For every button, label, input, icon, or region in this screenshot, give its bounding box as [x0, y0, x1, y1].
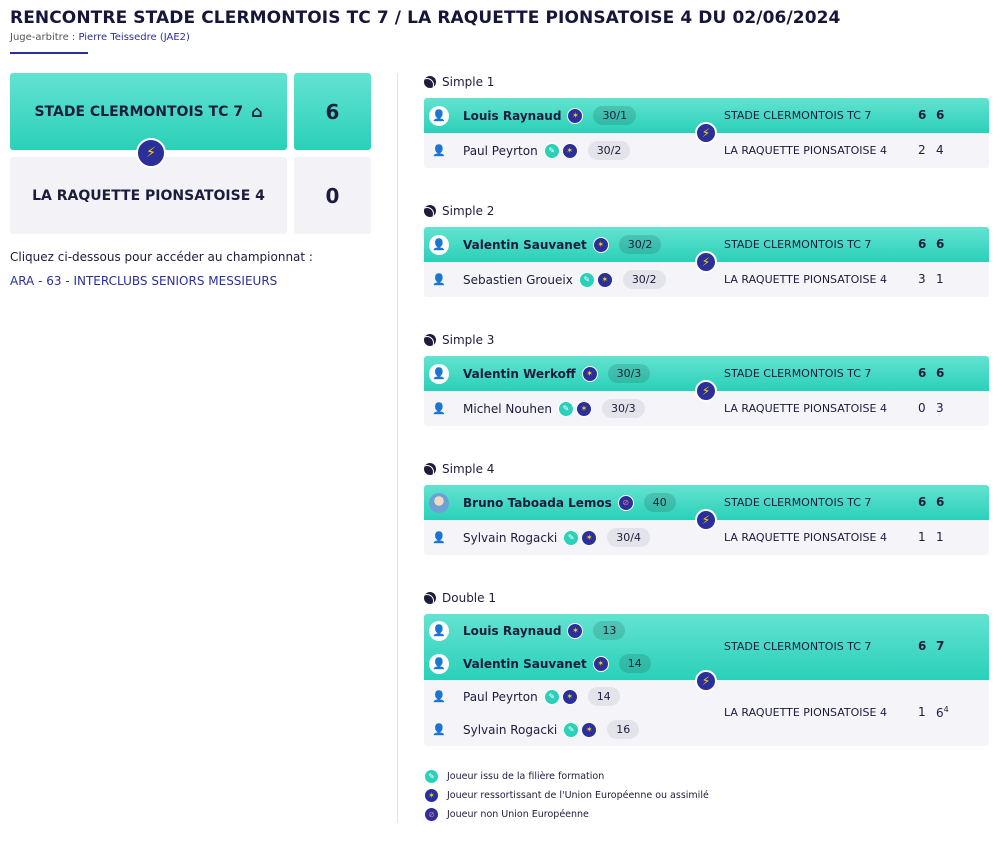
column-divider: [397, 73, 398, 823]
tennis-ball-icon: [424, 76, 436, 88]
away-team-name: LA RAQUETTE PIONSATOISE 4: [32, 187, 265, 204]
non-eu-icon: ⊘: [424, 807, 439, 822]
legend-item: [424, 786, 709, 805]
match-block: [424, 589, 989, 746]
player-row[interactable]: [424, 614, 724, 647]
team-name: STADE CLERMONTOIS TC 7: [724, 640, 872, 653]
player-name[interactable]: Valentin Werkoff: [463, 366, 576, 381]
player-row[interactable]: [424, 98, 724, 133]
player-ranking: 30/2: [588, 141, 631, 160]
player-ranking: 30/2: [623, 270, 666, 289]
page-header: [10, 8, 990, 43]
set-scores: [918, 401, 954, 415]
tiebreak-score: 4: [943, 705, 949, 714]
away-score: 0: [294, 157, 371, 234]
user-avatar-icon: 👤: [429, 106, 449, 126]
match-title-text: Simple 1: [442, 75, 495, 89]
match-title-text: Simple 2: [442, 204, 495, 218]
score-summary: [10, 73, 371, 288]
player-row[interactable]: [424, 227, 724, 262]
home-team-row: [10, 73, 371, 161]
set-score: 4: [936, 142, 944, 157]
eu-stars-icon: ✶: [593, 237, 609, 253]
match-block: [424, 202, 989, 297]
player-ranking: 30/3: [608, 364, 651, 383]
referee-line: [10, 32, 990, 43]
set-score: 6: [936, 706, 944, 720]
match-block: [424, 331, 989, 426]
lightning-icon: ⚡: [695, 122, 717, 144]
match-card[interactable]: [424, 356, 989, 426]
legend-label: Joueur non Union Européenne: [447, 809, 589, 820]
set-scores: [918, 639, 954, 653]
match-title-text: Double 1: [442, 591, 496, 605]
lightning-icon: ⚡: [136, 138, 166, 168]
player-name[interactable]: Bruno Taboada Lemos: [463, 495, 612, 510]
set-score: 6: [918, 236, 927, 251]
non-eu-icon: ⊘: [618, 495, 634, 511]
legend: [424, 767, 709, 824]
tennis-ball-icon: [424, 205, 436, 217]
tennis-ball-icon: [424, 334, 436, 346]
set-scores: [918, 108, 954, 122]
match-card[interactable]: [424, 98, 989, 168]
legend-item: [424, 805, 709, 824]
set-score: 6: [936, 494, 945, 509]
referee-name: Pierre Teissedre (JAE2): [78, 32, 190, 43]
player-ranking: 13: [593, 621, 625, 640]
away-team-box: [10, 157, 287, 234]
eu-stars-icon: ✶: [597, 272, 613, 288]
player-ranking: 40: [644, 493, 676, 512]
team-name: STADE CLERMONTOIS TC 7: [724, 366, 872, 380]
eu-stars-icon: ✶: [576, 401, 592, 417]
player-row[interactable]: [424, 133, 724, 168]
player-ranking: 30/2: [619, 235, 662, 254]
player-name[interactable]: Sylvain Rogacki: [463, 530, 558, 545]
set-score: 0: [918, 400, 926, 415]
eu-stars-icon: ✶: [567, 623, 583, 639]
set-scores: [918, 705, 954, 720]
legend-item: [424, 767, 709, 786]
eu-stars-icon: ✶: [424, 788, 439, 803]
eu-stars-icon: ✶: [567, 108, 583, 124]
set-scores: [918, 530, 954, 544]
set-score-with-tiebreak: [936, 705, 954, 720]
eu-stars-icon: ✶: [593, 656, 609, 672]
set-score: 6: [918, 639, 927, 653]
player-name[interactable]: Paul Peyrton: [463, 143, 538, 158]
tennis-ball-icon: [424, 463, 436, 475]
championship-access-text: Cliquez ci-dessous pour accéder au championnat :: [10, 250, 313, 264]
match-block: [424, 73, 989, 168]
set-score: 3: [918, 271, 926, 286]
set-score: 1: [918, 705, 926, 719]
player-name[interactable]: Louis Raynaud: [463, 108, 562, 123]
eu-stars-icon: ✶: [582, 366, 598, 382]
set-scores: [918, 237, 954, 251]
player-row[interactable]: [424, 713, 724, 746]
user-avatar-icon: [429, 493, 449, 513]
match-title: [424, 460, 989, 478]
player-ranking: 30/3: [602, 399, 645, 418]
user-avatar-icon: 👤: [432, 723, 446, 736]
lightning-icon: ⚡: [695, 380, 717, 402]
home-icon: ⌂: [251, 102, 263, 121]
player-name[interactable]: Louis Raynaud: [463, 623, 562, 638]
formation-badge-icon: ✎: [424, 769, 439, 784]
formation-badge-icon: ✎: [579, 272, 595, 288]
team-name: LA RAQUETTE PIONSATOISE 4: [724, 401, 887, 415]
user-avatar-icon: 👤: [429, 654, 449, 674]
player-ranking: 14: [619, 654, 651, 673]
eu-stars-icon: ✶: [581, 530, 597, 546]
set-score: 1: [936, 529, 944, 544]
set-score: 6: [936, 236, 945, 251]
player-row[interactable]: [424, 485, 724, 520]
user-avatar-icon: 👤: [432, 402, 446, 415]
formation-badge-icon: ✎: [558, 401, 574, 417]
player-name[interactable]: Michel Nouhen: [463, 401, 552, 416]
team-name: LA RAQUETTE PIONSATOISE 4: [724, 272, 887, 286]
player-row[interactable]: [424, 520, 724, 555]
user-avatar-icon: 👤: [432, 531, 446, 544]
eu-stars-icon: ✶: [562, 689, 578, 705]
match-title: [424, 331, 989, 349]
set-score: 6: [936, 365, 945, 380]
match-title: [424, 202, 989, 220]
page-title: RENCONTRE STADE CLERMONTOIS TC 7 / LA RAQUETTE PIONSATOISE 4 DU 02/06/2024: [10, 8, 841, 28]
player-row[interactable]: [424, 391, 724, 426]
player-ranking: 16: [607, 720, 639, 739]
lightning-icon: ⚡: [695, 509, 717, 531]
set-scores: [918, 366, 954, 380]
player-row[interactable]: [424, 647, 724, 680]
formation-badge-icon: ✎: [544, 143, 560, 159]
match-title-text: Simple 4: [442, 462, 495, 476]
tennis-ball-icon: [424, 592, 436, 604]
player-ranking: 14: [588, 687, 620, 706]
legend-label: Joueur issu de la filière formation: [447, 771, 605, 782]
legend-label: Joueur ressortissant de l'Union Européenne ou assimilé: [447, 790, 709, 801]
set-score: 2: [918, 142, 926, 157]
set-score: 6: [936, 107, 945, 122]
team-name: STADE CLERMONTOIS TC 7: [724, 237, 872, 251]
set-score: 7: [936, 639, 945, 653]
user-avatar-icon: 👤: [429, 235, 449, 255]
lightning-icon: ⚡: [695, 670, 717, 692]
set-score: 1: [936, 271, 944, 286]
set-score: 6: [918, 494, 927, 509]
set-scores: [918, 272, 954, 286]
away-team-row: [10, 157, 371, 234]
team-name: LA RAQUETTE PIONSATOISE 4: [724, 530, 887, 544]
player-row[interactable]: [424, 262, 724, 297]
set-scores: [918, 143, 954, 157]
player-row[interactable]: [424, 356, 724, 391]
set-score: 3: [936, 400, 944, 415]
championship-link[interactable]: ARA - 63 - INTERCLUBS SENIORS MESSIEURS: [10, 274, 278, 288]
match-title-text: Simple 3: [442, 333, 495, 347]
player-name[interactable]: Sylvain Rogacki: [463, 722, 558, 737]
eu-stars-icon: ✶: [562, 143, 578, 159]
player-name[interactable]: Paul Peyrton: [463, 689, 538, 704]
player-name[interactable]: Valentin Sauvanet: [463, 656, 587, 671]
referee-label: Juge-arbitre :: [10, 32, 76, 43]
user-avatar-icon: 👤: [429, 621, 449, 641]
user-avatar-icon: 👤: [432, 273, 446, 286]
user-avatar-icon: 👤: [432, 690, 446, 703]
home-score: 6: [294, 73, 371, 150]
eu-stars-icon: ✶: [581, 722, 597, 738]
match-block: [424, 460, 989, 555]
formation-badge-icon: ✎: [563, 722, 579, 738]
team-name: LA RAQUETTE PIONSATOISE 4: [724, 706, 887, 719]
team-name: STADE CLERMONTOIS TC 7: [724, 108, 872, 122]
match-title: [424, 73, 989, 91]
team-name: LA RAQUETTE PIONSATOISE 4: [724, 143, 887, 157]
player-name[interactable]: Valentin Sauvanet: [463, 237, 587, 252]
player-ranking: 30/1: [593, 106, 636, 125]
match-title: [424, 589, 989, 607]
set-score: 6: [918, 365, 927, 380]
lightning-icon: ⚡: [695, 251, 717, 273]
match-card[interactable]: [424, 614, 989, 746]
user-avatar-icon: 👤: [429, 364, 449, 384]
player-name[interactable]: Sebastien Groueix: [463, 272, 573, 287]
player-row[interactable]: [424, 680, 724, 713]
match-card[interactable]: [424, 227, 989, 297]
set-score: 6: [918, 107, 927, 122]
matches-list: [424, 73, 989, 780]
formation-badge-icon: ✎: [544, 689, 560, 705]
set-score: 1: [918, 529, 926, 544]
player-ranking: 30/4: [607, 528, 650, 547]
formation-badge-icon: ✎: [563, 530, 579, 546]
user-avatar-icon: 👤: [432, 144, 446, 157]
title-underline: [10, 52, 88, 54]
team-name: STADE CLERMONTOIS TC 7: [724, 495, 872, 509]
home-team-name: STADE CLERMONTOIS TC 7: [34, 103, 244, 120]
set-scores: [918, 495, 954, 509]
match-card[interactable]: [424, 485, 989, 555]
